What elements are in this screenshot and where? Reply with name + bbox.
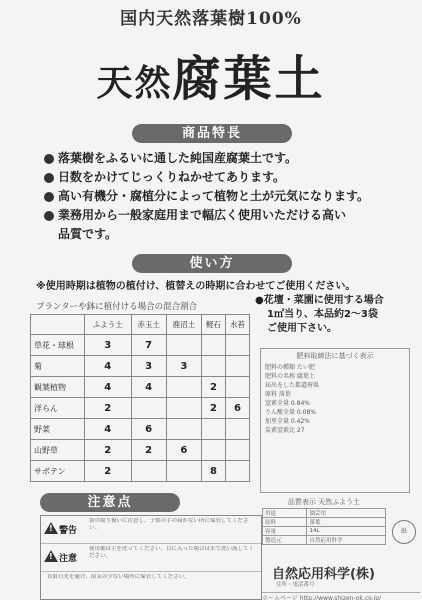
ratio-cell <box>131 398 166 419</box>
spec-value: 落葉 <box>307 518 386 527</box>
caution-label: 注意 <box>59 554 78 564</box>
plant-name: 草花・球根 <box>31 335 85 356</box>
caution-text: 使用後は手を洗ってください。目に入った場合は水で洗い流してください。 <box>89 546 255 559</box>
ratio-cell <box>226 440 250 461</box>
ratio-cell <box>226 335 250 356</box>
label-line: 加里全量 0.42% <box>265 418 310 425</box>
ratio-cell: 6 <box>226 398 250 419</box>
fertilizer-label-box <box>260 348 410 493</box>
spec-value: 自然応用科学 <box>307 536 386 545</box>
spec-key: 容量 <box>263 527 307 536</box>
label-line: 肥料の種類 たい肥 <box>265 364 315 371</box>
recycle-label: 紙 <box>400 528 407 535</box>
mix-header-cell: 鹿沼土 <box>166 315 201 335</box>
ratio-cell: 4 <box>85 356 132 377</box>
table-row <box>263 509 386 518</box>
spec-key: 製造元 <box>263 536 307 545</box>
bed-usage-line: 1㎡当り、本品約2～3袋 <box>267 309 378 320</box>
product-title <box>0 40 422 109</box>
ratio-cell <box>166 419 201 440</box>
bullet-icon <box>44 211 54 221</box>
label-line: 肥料の名称 腐葉土 <box>265 373 315 380</box>
ratio-cell: 2 <box>202 398 226 419</box>
mix-header-cell <box>31 315 85 335</box>
ratio-cell <box>202 356 226 377</box>
table-row <box>263 527 386 536</box>
ratio-cell <box>226 419 250 440</box>
ratio-cell: 8 <box>202 461 226 482</box>
table-row <box>31 335 250 356</box>
usage-banner: 使い方 <box>132 254 292 273</box>
label-line: 炭素窒素比 27 <box>265 427 305 434</box>
title-main: 腐葉土 <box>172 51 326 107</box>
title-prefix: 天然 <box>96 62 173 104</box>
warning-icon: ! <box>44 522 58 534</box>
label-line: 届出をした都道府県 <box>265 382 320 389</box>
ratio-cell <box>226 356 250 377</box>
ratio-cell: 3 <box>166 356 201 377</box>
ratio-cell: 2 <box>85 461 132 482</box>
table-row <box>31 377 250 398</box>
ratio-cell: 6 <box>166 440 201 461</box>
plant-name: 観葉植物 <box>31 377 85 398</box>
table-row <box>31 356 250 377</box>
ratio-cell <box>166 377 201 398</box>
plant-name: 野菜 <box>31 419 85 440</box>
warning-icon: ! <box>44 550 58 562</box>
caution-box <box>40 515 262 600</box>
ratio-cell: 6 <box>131 419 166 440</box>
spec-table <box>262 508 386 545</box>
ratio-cell <box>226 461 250 482</box>
ratio-cell: 2 <box>85 398 132 419</box>
feature-item: 日数をかけてじっくりねかせてあります。 <box>44 168 414 187</box>
caution-row <box>41 544 261 572</box>
tagline: 国内天然落葉樹100% <box>120 9 302 29</box>
ratio-cell: 3 <box>131 356 166 377</box>
label-line: 原料 落葉 <box>265 391 291 398</box>
ratio-cell <box>131 461 166 482</box>
table-row <box>263 536 386 545</box>
bullet-icon <box>44 173 54 183</box>
bed-usage <box>255 294 420 336</box>
bed-usage-line: ●花壇・菜園に使用する場合 <box>255 295 384 306</box>
caution-text: 袋の取り扱いに注意し、子供の手の届かない所に保管してください。 <box>89 518 249 531</box>
features-list <box>44 149 414 244</box>
feature-item-continued: 品質です。 <box>58 227 118 241</box>
caution-banner: 注意点 <box>40 493 180 512</box>
table-row <box>31 461 250 482</box>
feature-item: 落葉樹をふるいに通した純国産腐葉土です。 <box>44 149 414 168</box>
plant-name: サボテン <box>31 461 85 482</box>
spec-key: 原料 <box>263 518 307 527</box>
spec-value: 14L <box>307 527 386 536</box>
plant-name: 山野草 <box>31 440 85 461</box>
ratio-cell <box>226 377 250 398</box>
ratio-cell: 2 <box>85 440 132 461</box>
bullet-icon <box>44 154 54 164</box>
ratio-cell: 4 <box>131 377 166 398</box>
ratio-cell <box>202 335 226 356</box>
ratio-cell: 2 <box>202 377 226 398</box>
ratio-cell <box>202 440 226 461</box>
ratio-cell <box>166 335 201 356</box>
caution-label: 警告 <box>59 526 78 536</box>
company-name: 自然応用科学(株) <box>272 567 375 582</box>
label-box-title: 肥料取締法に基づく表示 <box>296 352 374 360</box>
feature-item: 高い有機分・腐植分によって植物と土が元気になります。 <box>44 187 414 206</box>
caution-row <box>41 572 261 600</box>
label-line: りん酸全量 0.08% <box>265 409 316 416</box>
plant-name: 菊 <box>31 356 85 377</box>
company-address: 住所・電話番号 <box>276 582 315 588</box>
mix-header-cell: 赤玉土 <box>131 315 166 335</box>
recycle-mark-icon <box>392 520 416 544</box>
ratio-cell <box>166 461 201 482</box>
table-row <box>31 398 250 419</box>
usage-note: ※使用時期は植物の植付け、植替えの時期に合わせてご使用ください。 <box>36 281 356 292</box>
mix-table-title: プランターや鉢に植付ける場合の混合割合 <box>36 302 198 312</box>
ratio-cell: 7 <box>131 335 166 356</box>
mix-header-cell: 水苔 <box>226 315 250 335</box>
homepage-link[interactable]: ホームページ http://www.shizen-ok.co.jp/ <box>262 592 420 600</box>
table-row <box>31 419 250 440</box>
ratio-cell <box>202 419 226 440</box>
mix-header-cell: 軽石 <box>202 315 226 335</box>
plant-name: 洋らん <box>31 398 85 419</box>
bed-usage-line: ご使用下さい。 <box>267 323 337 334</box>
spec-key: 用途 <box>263 509 307 518</box>
ratio-cell: 3 <box>85 335 132 356</box>
mix-ratio-table <box>30 314 250 482</box>
caution-text: 直射日光を避け、湿気の少ない場所に保管してください。 <box>47 574 190 580</box>
quality-spec-box <box>262 497 386 545</box>
features-banner: 商品特長 <box>132 124 292 143</box>
ratio-cell: 4 <box>85 419 132 440</box>
caution-row <box>41 516 261 544</box>
mix-header-cell: ふよう土 <box>85 315 132 335</box>
ratio-cell: 4 <box>85 377 132 398</box>
feature-item: 業務用から一般家庭用まで幅広く使用いただける高い <box>44 206 414 225</box>
spec-value: 園芸用 <box>307 509 386 518</box>
bullet-icon <box>44 192 54 202</box>
ratio-cell <box>166 398 201 419</box>
ratio-cell: 2 <box>131 440 166 461</box>
spec-title: 品質表示 天然ふよう土 <box>287 498 361 506</box>
label-line: 窒素全量 0.84% <box>265 400 310 407</box>
table-row <box>31 440 250 461</box>
table-row <box>263 518 386 527</box>
